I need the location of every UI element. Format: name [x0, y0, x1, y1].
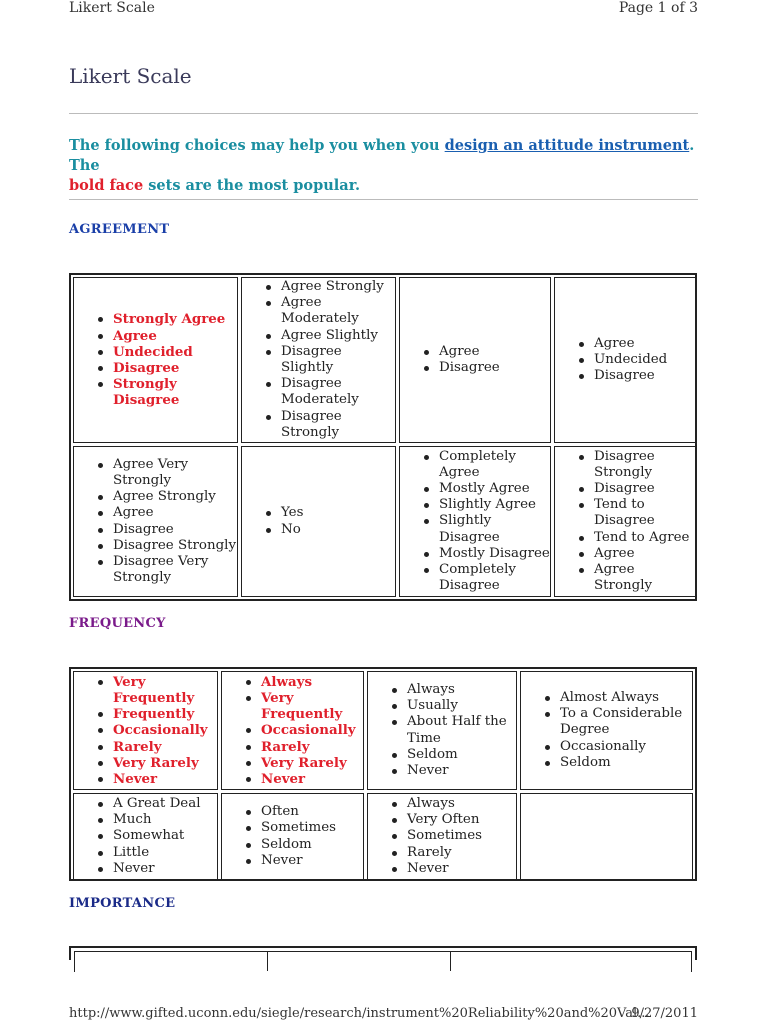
list-item: Disagree Strongly — [113, 537, 237, 553]
list-item: Disagree Strongly — [594, 449, 696, 481]
option-list — [555, 449, 696, 595]
list-item: A Great Deal — [113, 795, 201, 811]
list-item: Somewhat — [113, 828, 201, 844]
table-cell — [399, 446, 551, 597]
list-item: Rarely — [407, 845, 482, 861]
option-list — [242, 279, 395, 441]
list-item: Never — [113, 861, 201, 877]
list-item: Rarely — [113, 739, 217, 755]
list-item: Seldom — [560, 755, 692, 771]
list-item: Frequently — [113, 706, 217, 722]
importance-column-divider — [450, 951, 451, 971]
list-item: Often — [261, 804, 336, 820]
header-doc-title: Likert Scale — [69, 0, 155, 16]
option-list — [74, 796, 201, 877]
table-cell — [73, 277, 238, 443]
list-item: Slightly Disagree — [439, 513, 550, 545]
table-cell — [73, 671, 218, 790]
list-item: Strongly Agree — [113, 311, 237, 327]
option-list — [400, 449, 550, 595]
list-item: Occasionally — [113, 722, 217, 738]
list-item: About Half the Time — [407, 714, 516, 746]
list-item: Disagree Slightly — [281, 344, 395, 376]
list-item: Strongly Disagree — [113, 376, 237, 408]
option-list — [400, 344, 500, 376]
option-list — [521, 690, 692, 771]
list-item: Yes — [281, 505, 304, 521]
intro-text-1: The following choices may help you when you — [69, 137, 445, 154]
importance-table-row — [74, 951, 692, 972]
option-list — [74, 311, 237, 408]
list-item: Very Frequently — [261, 690, 363, 722]
table-cell — [221, 793, 364, 880]
option-list — [368, 796, 482, 877]
importance-table — [69, 946, 697, 960]
list-item: Never — [261, 853, 336, 869]
intro-text-2: . The — [69, 137, 695, 174]
agreement-table — [69, 273, 697, 601]
list-item: Agree Moderately — [281, 295, 395, 327]
list-item: Disagree — [113, 522, 237, 538]
intro-paragraph — [69, 136, 709, 196]
table-cell — [367, 793, 517, 880]
list-item: Seldom — [407, 747, 516, 763]
list-item: Rarely — [261, 739, 363, 755]
list-item: Never — [113, 771, 217, 787]
list-item: To a Considerable Degree — [560, 706, 692, 738]
footer-url: http://www.gifted.uconn.edu/siegle/research/instrument%20Reliability%20and%20Val... — [69, 1006, 650, 1021]
list-item: Never — [261, 771, 363, 787]
list-item: Disagree — [594, 368, 667, 384]
list-item: Almost Always — [560, 690, 692, 706]
list-item: Undecided — [594, 351, 668, 367]
list-item: Sometimes — [261, 820, 337, 836]
table-cell — [520, 793, 693, 880]
list-item: Tend to Disagree — [594, 497, 696, 529]
list-item: Occasionally — [261, 722, 363, 738]
divider-mid — [69, 199, 698, 200]
option-list — [74, 457, 237, 587]
list-item: Completely Disagree — [439, 562, 550, 594]
list-item: Completely Agree — [439, 449, 550, 481]
option-list — [555, 336, 667, 385]
list-item: Agree Strongly — [281, 279, 395, 295]
table-cell — [73, 446, 238, 597]
list-item: Usually — [407, 698, 516, 714]
list-item: Agree — [594, 336, 667, 352]
list-item: Disagree Strongly — [281, 409, 395, 441]
table-cell — [367, 671, 517, 790]
list-item: Always — [261, 674, 363, 690]
attitude-instrument-link[interactable]: design an attitude instrument — [444, 137, 690, 154]
intro-text-3: sets are the most popular. — [143, 177, 361, 194]
list-item: Never — [407, 763, 516, 779]
list-item: Mostly Disagree — [439, 545, 550, 561]
footer-date: 9/27/2011 — [631, 1006, 698, 1021]
table-cell — [554, 277, 697, 443]
list-item: Agree — [113, 505, 237, 521]
table-cell — [554, 446, 697, 597]
list-item: Very Often — [407, 812, 482, 828]
table-cell — [520, 671, 693, 790]
list-item: Agree — [439, 344, 500, 360]
table-cell — [399, 277, 551, 443]
list-item: Agree Very Strongly — [113, 457, 237, 489]
list-item: Never — [407, 861, 482, 877]
option-list — [74, 674, 217, 787]
list-item: Disagree — [439, 360, 500, 375]
list-item: Sometimes — [407, 828, 483, 844]
list-item: Disagree Moderately — [281, 376, 395, 408]
list-item: Tend to Agree — [594, 530, 696, 546]
list-item: Agree Slightly — [281, 328, 395, 344]
list-item: Disagree — [113, 360, 237, 376]
list-item: No — [281, 522, 303, 538]
section-importance-heading: IMPORTANCE — [69, 896, 176, 911]
table-cell — [241, 446, 396, 597]
table-cell — [241, 277, 396, 443]
frequency-table — [69, 667, 697, 881]
list-item: Little — [113, 845, 201, 861]
list-item: Always — [407, 682, 516, 698]
section-frequency-heading: FREQUENCY — [69, 616, 166, 631]
option-list — [242, 505, 303, 537]
option-list — [222, 804, 336, 869]
list-item: Disagree — [594, 481, 696, 497]
page-title: Likert Scale — [69, 64, 192, 88]
list-item: Always — [407, 796, 482, 812]
list-item: Very Rarely — [113, 755, 217, 771]
list-item: Very Rarely — [261, 755, 363, 771]
option-list — [222, 674, 363, 787]
section-agreement-heading: AGREEMENT — [69, 222, 170, 237]
importance-column-divider — [267, 951, 268, 971]
list-item: Very Frequently — [113, 674, 217, 706]
list-item: Much — [113, 812, 201, 828]
table-cell — [73, 793, 218, 880]
list-item: Agree — [594, 546, 696, 562]
list-item: Agree Strongly — [594, 562, 696, 594]
list-item: Undecided — [113, 344, 237, 360]
list-item: Seldom — [261, 837, 336, 853]
list-item: Slightly Agree — [439, 497, 550, 513]
list-item: Agree — [113, 328, 237, 344]
list-item: Occasionally — [560, 739, 692, 755]
intro-bold-face: bold face — [69, 177, 144, 194]
option-list — [368, 682, 516, 779]
list-item: Mostly Agree — [439, 481, 550, 497]
list-item: Agree Strongly — [113, 489, 237, 505]
header-page-number: Page 1 of 3 — [618, 0, 698, 16]
list-item: Disagree Very Strongly — [113, 554, 237, 586]
table-cell — [221, 671, 364, 790]
divider-top — [69, 113, 698, 114]
